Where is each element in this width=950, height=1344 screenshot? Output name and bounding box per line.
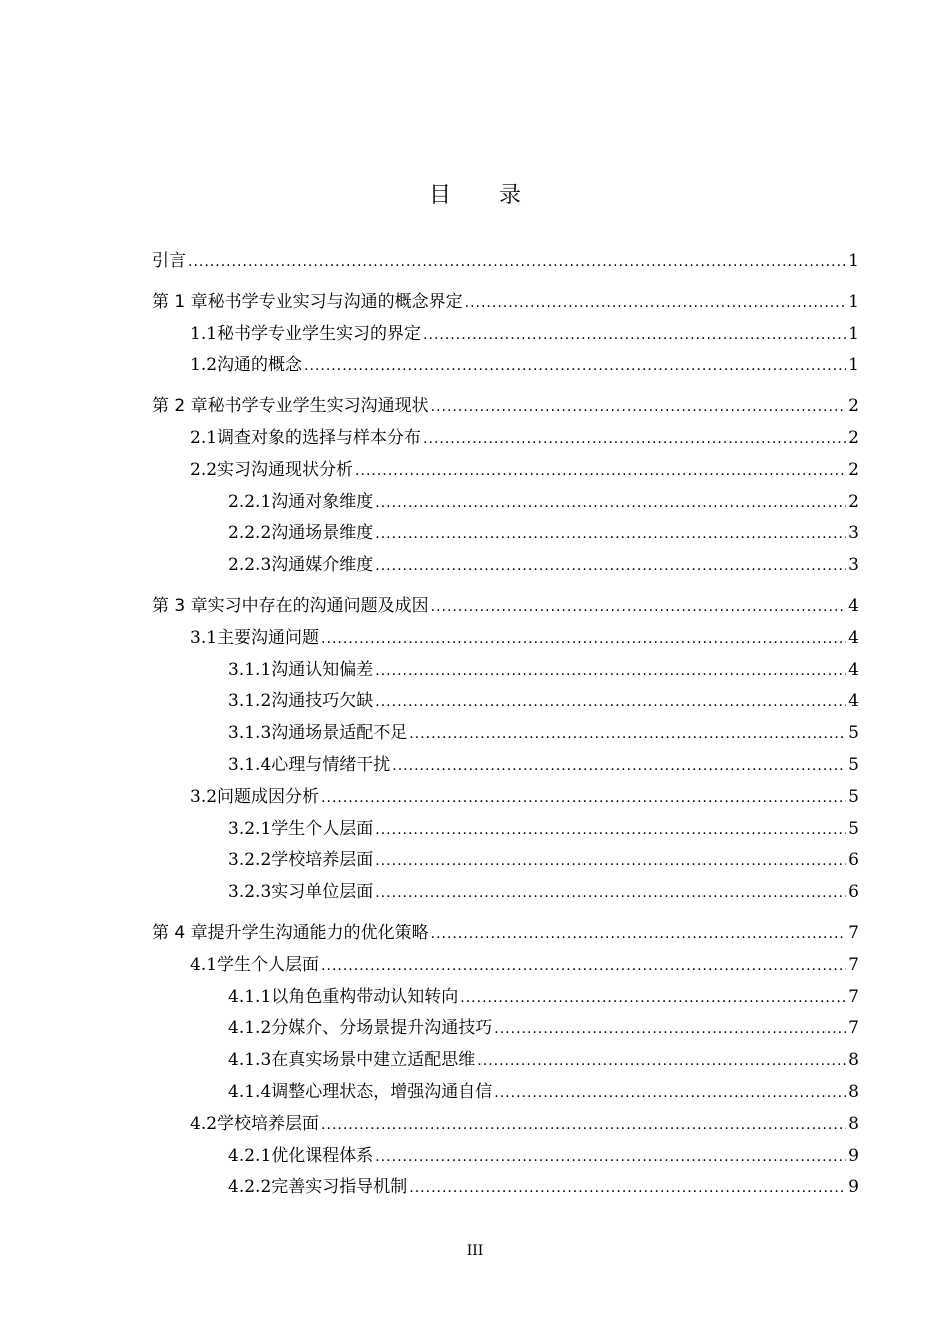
toc-leader-dots [375, 1149, 846, 1165]
toc-entry-page: 3 [848, 523, 859, 544]
toc-entry-text: 沟通场景适配不足 [271, 723, 408, 744]
toc-leader-dots [477, 1053, 846, 1069]
toc-entry-subsection[interactable] [152, 655, 859, 687]
toc-entry-text: 沟通的概念 [217, 355, 303, 376]
toc-leader-dots [431, 926, 847, 942]
toc-entry-page: 6 [848, 850, 859, 871]
toc-leader-dots [321, 631, 846, 647]
toc-entry-number: 4.2.2 [228, 1177, 272, 1198]
toc-entry-section[interactable] [152, 350, 859, 382]
toc-entry-page: 7 [848, 986, 859, 1007]
toc-leader-dots [375, 694, 846, 710]
toc-entry-section[interactable] [152, 455, 859, 487]
toc-entry-chapter-4[interactable] [152, 918, 859, 950]
toc-entry-page: 4 [848, 627, 859, 648]
toc-leader-dots [321, 958, 846, 974]
toc-entry-text: 沟通技巧欠缺 [271, 691, 374, 712]
toc-entry-text: 调查对象的选择与样本分布 [217, 427, 422, 448]
toc-entry-section[interactable] [152, 319, 859, 351]
toc-leader-dots [188, 254, 846, 270]
toc-entry-text: 学校培养层面 [271, 850, 374, 871]
toc-entry-number: 3.2.1 [228, 818, 272, 839]
toc-entry-number: 1.1 [190, 323, 218, 344]
toc-entry-number: 4.1.3 [228, 1050, 272, 1071]
toc-entry-number: 1.2 [190, 355, 218, 376]
toc-leader-dots [423, 431, 846, 447]
toc-entry-page: 8 [848, 1081, 859, 1102]
page-footer-number: III [466, 1243, 484, 1259]
toc-entry-page: 6 [848, 882, 859, 903]
toc-entry-subsection[interactable] [152, 982, 859, 1014]
toc-entry-page: 2 [848, 396, 859, 417]
toc-entry-text: 秘书学专业学生实习的界定 [217, 323, 422, 344]
toc-leader-dots [355, 463, 846, 479]
toc-leader-dots [409, 1180, 846, 1196]
toc-entry-page: 5 [848, 723, 859, 744]
toc-entry-number: 第 4 章 [152, 922, 208, 943]
toc-entry-page: 4 [848, 659, 859, 680]
toc-leader-dots [375, 853, 846, 869]
toc-entry-text: 心理与情绪干扰 [271, 754, 391, 775]
toc-title [0, 178, 950, 209]
toc-entry-page: 4 [848, 691, 859, 712]
toc-entry-page: 1 [848, 251, 859, 271]
toc-leader-dots [460, 990, 846, 1006]
toc-entry-number: 2.2.1 [228, 491, 272, 512]
toc-entry-number: 3.2.2 [228, 850, 272, 871]
toc-entry-text: 实习沟通现状分析 [217, 459, 354, 480]
toc-entry-number: 4.2.1 [228, 1145, 272, 1166]
toc-entry-chapter-2[interactable] [152, 391, 859, 423]
toc-entry-number: 2.2.2 [228, 523, 272, 544]
toc-entry-number: 3.1.1 [228, 659, 272, 680]
toc-entry-subsection[interactable] [152, 845, 859, 877]
toc-leader-dots [375, 663, 846, 679]
toc-entry-page: 8 [848, 1113, 859, 1134]
toc-entry-intro[interactable] [152, 246, 859, 278]
toc-entry-number: 3.1.4 [228, 754, 272, 775]
toc-entry-page: 8 [848, 1050, 859, 1071]
toc-leader-dots [321, 1117, 846, 1133]
toc-entry-number: 3.1.3 [228, 723, 272, 744]
toc-entry-subsection[interactable] [152, 877, 859, 909]
toc-entry-number: 3.2.3 [228, 882, 272, 903]
toc-entry-text: 分媒介、分场景提升沟通技巧 [271, 1018, 493, 1039]
toc-leader-dots [375, 526, 846, 542]
toc-entry-subsection[interactable] [152, 1045, 859, 1077]
toc-entry-page: 2 [848, 459, 859, 480]
toc-leader-dots [375, 558, 846, 574]
toc-entry-text: 秘书学专业学生实习沟通现状 [207, 396, 429, 417]
toc-entry-section[interactable] [152, 423, 859, 455]
toc-entry-subsection[interactable] [152, 518, 859, 550]
toc-leader-dots [465, 295, 847, 311]
toc-leader-dots [494, 1021, 846, 1037]
toc-entry-text: 沟通认知偏差 [271, 659, 374, 680]
toc-entry-section[interactable] [152, 1109, 859, 1141]
toc-entry-page: 5 [848, 754, 859, 775]
toc-entry-number: 4.2 [190, 1113, 218, 1134]
toc-entry-text: 主要沟通问题 [217, 627, 320, 648]
toc-entry-page: 4 [848, 595, 859, 616]
toc-entry-text: 在真实场景中建立适配思维 [271, 1050, 476, 1071]
toc-entry-page: 3 [848, 555, 859, 576]
toc-entry-text: 沟通媒介维度 [271, 555, 374, 576]
toc-entry-text: 引言 [152, 251, 186, 271]
toc-entry-number: 2.2.3 [228, 555, 272, 576]
toc-leader-dots [494, 1085, 846, 1101]
toc-leader-dots [375, 885, 846, 901]
toc-entry-number: 3.1 [190, 627, 218, 648]
toc-entry-number: 4.1.4 [228, 1081, 272, 1102]
toc-entry-page: 1 [848, 323, 859, 344]
toc-entry-text: 提升学生沟通能力的优化策略 [207, 922, 429, 943]
toc-entry-page: 5 [848, 786, 859, 807]
toc-entry-number: 第 2 章 [152, 396, 208, 417]
toc-leader-dots [431, 399, 847, 415]
toc-entry-text: 沟通对象维度 [271, 491, 374, 512]
toc-entry-page: 7 [848, 922, 859, 943]
toc-entry-text: 沟通场景维度 [271, 523, 374, 544]
toc-entry-number: 2.1 [190, 427, 218, 448]
toc-entry-page: 5 [848, 818, 859, 839]
toc-entry-chapter-1[interactable] [152, 287, 859, 319]
toc-leader-dots [375, 822, 846, 838]
toc-entry-text: 优化课程体系 [271, 1145, 374, 1166]
toc-entry-text: 实习中存在的沟通问题及成因 [207, 595, 429, 616]
toc-entry-number: 第 3 章 [152, 595, 208, 616]
table-of-contents [152, 246, 859, 1204]
toc-entry-subsection[interactable] [152, 1077, 859, 1109]
toc-entry-number: 2.2 [190, 459, 218, 480]
toc-entry-page: 1 [848, 355, 859, 376]
toc-entry-chapter-3[interactable] [152, 591, 859, 623]
toc-entry-section[interactable] [152, 950, 859, 982]
toc-entry-subsection[interactable] [152, 750, 859, 782]
toc-leader-dots [431, 599, 847, 615]
toc-entry-number: 4.1 [190, 954, 218, 975]
toc-entry-text: 秘书学专业实习与沟通的概念界定 [207, 291, 463, 312]
toc-entry-number: 第 1 章 [152, 291, 208, 312]
toc-entry-subsection[interactable] [152, 1013, 859, 1045]
toc-entry-subsection[interactable] [152, 1141, 859, 1173]
toc-entry-section[interactable] [152, 623, 859, 655]
toc-entry-section[interactable] [152, 782, 859, 814]
toc-entry-page: 9 [848, 1145, 859, 1166]
toc-entry-text: 以角色重构带动认知转向 [271, 986, 459, 1007]
toc-entry-number: 4.1.2 [228, 1018, 272, 1039]
toc-entry-subsection[interactable] [152, 1172, 859, 1204]
toc-entry-text: 完善实习指导机制 [271, 1177, 408, 1198]
toc-entry-subsection[interactable] [152, 686, 859, 718]
toc-entry-subsection[interactable] [152, 550, 859, 582]
toc-entry-subsection[interactable] [152, 718, 859, 750]
toc-entry-page: 2 [848, 491, 859, 512]
toc-entry-text: 实习单位层面 [271, 882, 374, 903]
toc-leader-dots [423, 327, 846, 343]
toc-entry-number: 3.2 [190, 786, 218, 807]
toc-entry-text: 问题成因分析 [217, 786, 320, 807]
toc-entry-number: 3.1.2 [228, 691, 272, 712]
toc-entry-text: 学生个人层面 [271, 818, 374, 839]
toc-entry-page: 7 [848, 954, 859, 975]
toc-entry-page: 9 [848, 1177, 859, 1198]
toc-entry-number: 4.1.1 [228, 986, 272, 1007]
toc-leader-dots [409, 726, 846, 742]
toc-leader-dots [321, 790, 846, 806]
toc-entry-text: 调整心理状态，增强沟通自信 [271, 1081, 493, 1102]
toc-entry-page: 7 [848, 1018, 859, 1039]
toc-leader-dots [392, 758, 846, 774]
toc-title-char-2: 录 [499, 183, 522, 208]
toc-entry-subsection[interactable] [152, 814, 859, 846]
toc-entry-text: 学校培养层面 [217, 1113, 320, 1134]
toc-entry-page: 2 [848, 427, 859, 448]
toc-entry-text: 学生个人层面 [217, 954, 320, 975]
toc-entry-page: 1 [848, 291, 859, 312]
toc-title-char-1: 目 [428, 183, 451, 208]
toc-leader-dots [304, 358, 846, 374]
toc-entry-subsection[interactable] [152, 487, 859, 519]
toc-leader-dots [375, 495, 846, 511]
